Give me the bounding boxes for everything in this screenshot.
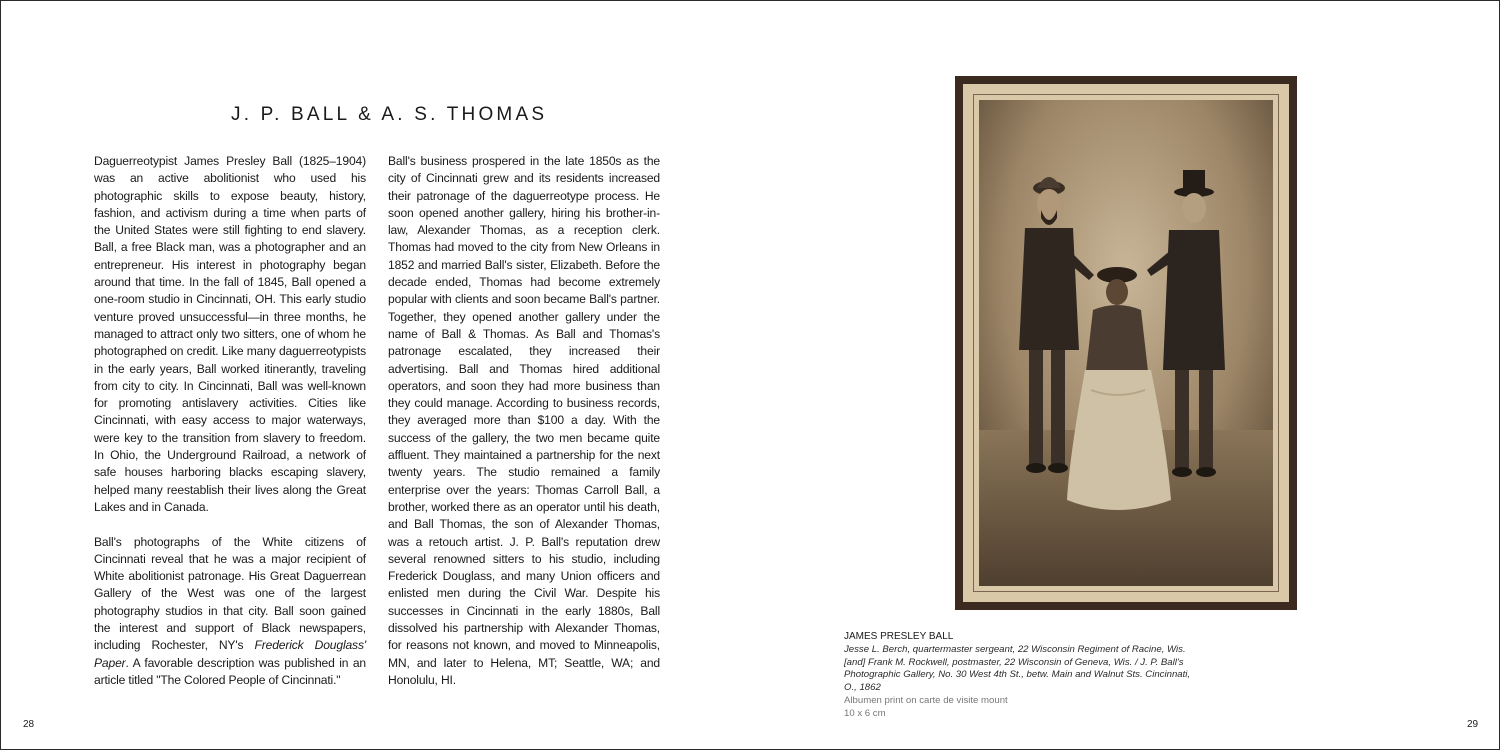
paragraph: Daguerreotypist James Presley Ball (1825–1904) was an active abolitionist who used his photographic skills to expose beauty, history, fashion, and activism during a time when parts of the United States were still fighting to end slavery. Ball, a free Black man, was a photographer and an entrepreneur. His interest in photography began around that time. In the fall of 1845, Ball opened a one-room studio in Cincinnati, OH. This early studio venture proved unsuccessful—in three months, he managed to attract only two sitters, one of whom he photographed on credit. Like many daguerreotypists in the early years, Ball worked itinerantly, traveling from city to city. In Cincinnati, Ball was well-known for promoting antislavery activities. Cities like Cincinnati, with easy access to major waterways, were key to the transition from slavery to freedom. In Ohio, the Underground Railroad, a network of safe houses harboring blacks escaping slavery, helped many reestablish their lives along the Great Lakes and in Canada. <box>94 154 366 514</box>
paragraph <box>94 534 366 690</box>
text-column-1 <box>94 153 366 707</box>
page-number-left: 28 <box>23 719 35 730</box>
albumen-print <box>979 100 1273 586</box>
caption-medium: Albumen print on carte de visite mount <box>844 694 1008 706</box>
caption-title: JAMES PRESLEY BALL <box>844 631 954 642</box>
newspaper-title: Frederick Douglass' Paper <box>94 638 367 670</box>
portrait-illustration <box>979 100 1273 586</box>
text-column-2 <box>388 153 660 707</box>
paragraph-text: Ball's photographs of the White citizens of Cincinnati reveal that he was a major recipient of White abolitionist patronage. His Great Daguerrean Gallery of the West was one of the largest photography studios in that city. Ball soon gained the interest and support of Black newspapers, including Rochester, NY's <box>94 534 366 653</box>
paragraph-text: . A favorable description was published in an article titled "The Colored People of Cincinnati." <box>94 655 366 687</box>
carte-de-visite-mount <box>963 84 1289 602</box>
caption-description: Jesse L. Berch, quartermaster sergeant, 22 Wisconsin Regiment of Racine, Wis. [and] Frank M. Rockwell, postmaster, 22 Wisconsin of Geneva, Wis. / J. P. Ball's Photographic Gallery, No. 30 West 4th St., betw. Main and Walnut Sts. Cincinnati, O., 1862 <box>844 643 1191 694</box>
historical-photograph <box>955 76 1297 610</box>
photo-caption <box>844 631 1204 721</box>
paragraph: Ball's business prospered in the late 1850s as the city of Cincinnati grew and its residents increased their patronage of the daguerreotype process. He soon opened another gallery, hiring his brother-in-law, Alexander Thomas, as a reception clerk. Thomas had moved to the city from New Orleans in 1852 and married Ball's sister, Elizabeth. Before the decade ended, Thomas had become extremely popular with clients and soon became Ball's partner. Together, they opened another gallery under the name of Ball & Thomas. As Ball and Thomas's patronage escalated, they increased their advertising. Ball and Thomas hired additional operators, and soon they had more business than they could manage. According to business records, they averaged more than $100 a day. With the success of the gallery, the two men became quite affluent. They maintained a partnership for the next twenty years. The studio remained a family enterprise over the years: Thomas Carroll Ball, a brother, worked there as an operator until his death, and Ball Thomas, the son of Alexander Thomas, was a retouch artist. J. P. Ball's reputation drew several renowned sitters to his studio, including Frederick Douglass, and many Union officers and enlisted men during the Civil War. Despite his successes in Cincinnati in the early 1880s, Ball dissolved his partnership with Alexander Thomas, for reasons not known, and moved to Minneapolis, MN, and later to Helena, MT; Seattle, WA; and Honolulu, HI. <box>388 154 660 687</box>
page-number-right: 29 <box>1467 719 1479 730</box>
page-title: J. P. BALL & A. S. THOMAS <box>231 103 548 125</box>
caption-dimensions: 10 x 6 cm <box>844 707 886 719</box>
